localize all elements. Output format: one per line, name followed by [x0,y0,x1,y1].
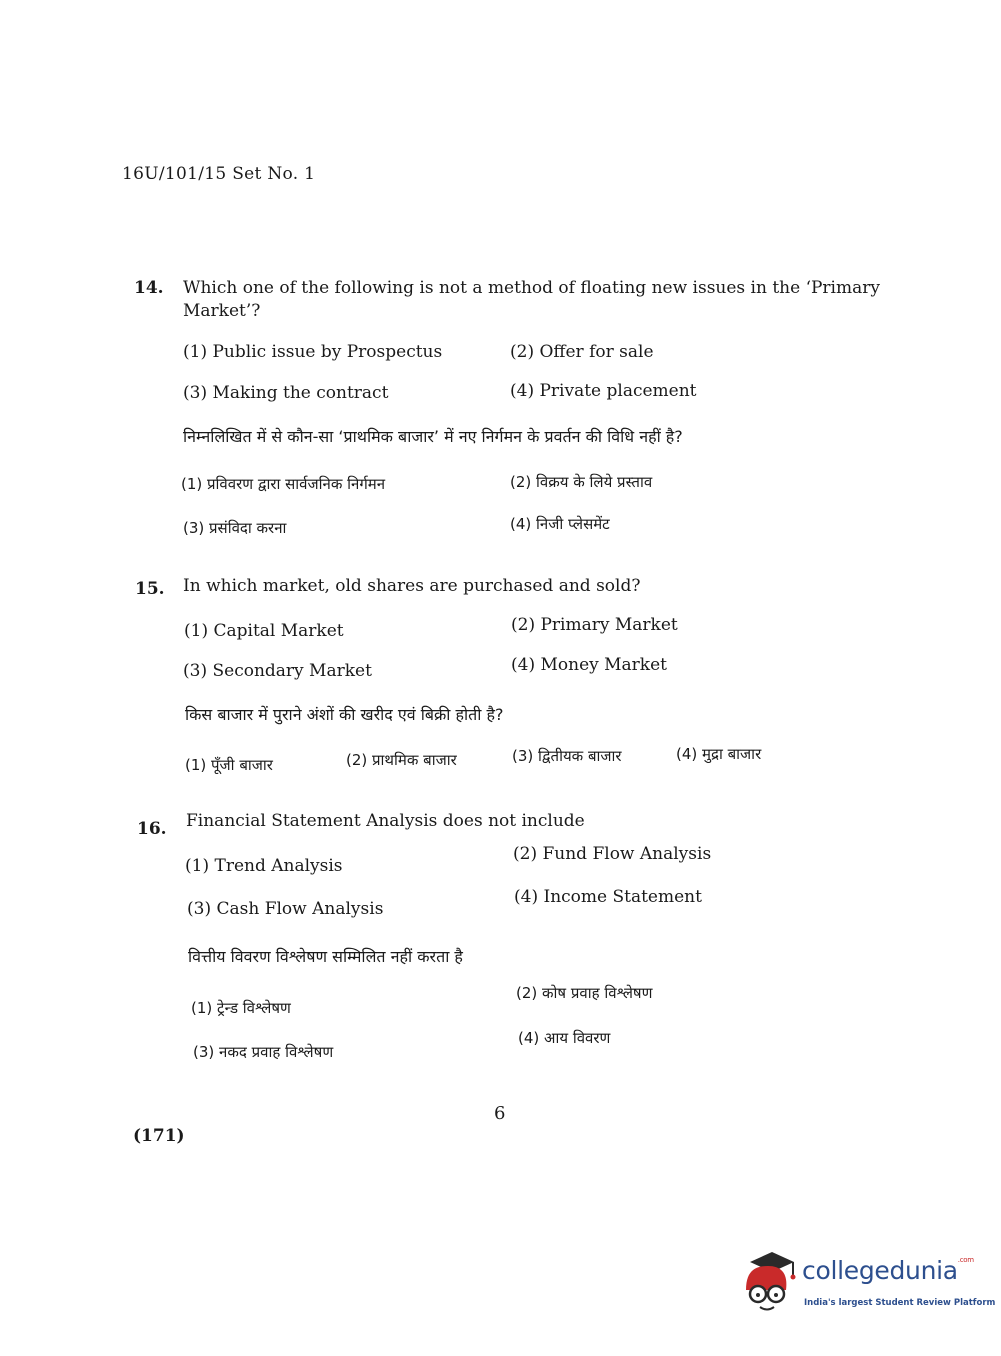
option-en: (4) Income Statement [514,887,702,907]
question-text-hi: किस बाजार में पुराने अंशों की खरीद एवं बिक्री होती है? [185,705,504,724]
option-en: (1) Public issue by Prospectus [183,342,443,362]
option-hi: (3) द्वितीयक बाजार [512,747,622,765]
option-en: (3) Secondary Market [183,661,372,681]
page-number: 6 [494,1103,506,1124]
brand-wordmark: collegedunia$^{.com}$ [802,1256,974,1285]
question-text-en-continued: Market’? [183,301,261,321]
option-en: (2) Fund Flow Analysis [513,844,712,864]
option-en: (2) Primary Market [511,615,678,635]
question-number: 14. [134,278,164,298]
option-hi: (1) प्रविवरण द्वारा सार्वजनिक निर्गमन [181,475,386,493]
question-text-hi: निम्नलिखित में से कौन-सा ‘प्राथमिक बाजार’ में नए निर्गमन के प्रवर्तन की विधि नहीं है? [183,427,683,446]
option-hi: (4) मुद्रा बाजार [676,745,762,763]
option-hi: (4) आय विवरण [518,1029,611,1047]
option-hi: (4) निजी प्लेसमेंट [510,515,610,533]
question-text-en: Financial Statement Analysis does not include [186,811,585,831]
option-en: (3) Cash Flow Analysis [187,899,384,919]
collegedunia-watermark [742,1250,996,1314]
paper-code: (171) [133,1126,185,1146]
option-hi: (1) पूँजी बाजार [185,756,273,774]
question-text-en: In which market, old shares are purchased and sold? [183,576,641,596]
option-en: (3) Making the contract [183,383,389,403]
option-hi: (1) ट्रेन्ड विश्लेषण [191,999,291,1017]
option-hi: (2) प्राथमिक बाजार [346,751,457,769]
option-en: (1) Capital Market [184,621,344,641]
option-en: (1) Trend Analysis [185,856,343,876]
mascot-logo-icon [742,1250,800,1314]
option-en: (2) Offer for sale [510,342,654,362]
question-text-hi: वित्तीय विवरण विश्लेषण सम्मिलित नहीं करता है [188,947,463,966]
set-code: 16U/101/15 Set No. 1 [122,164,316,184]
question-text-en: Which one of the following is not a method of floating new issues in the ‘Primary [183,278,880,298]
option-hi: (2) कोष प्रवाह विश्लेषण [516,984,653,1002]
question-number: 15. [135,579,165,599]
option-en: (4) Private placement [510,381,697,401]
question-number: 16. [137,819,167,839]
option-en: (4) Money Market [511,655,668,675]
option-hi: (3) नकद प्रवाह विश्लेषण [193,1043,334,1061]
option-hi: (2) विक्रय के लिये प्रस्ताव [510,473,653,491]
option-hi: (3) प्रसंविदा करना [183,519,287,537]
brand-tagline: India's largest Student Review Platform [804,1298,996,1308]
